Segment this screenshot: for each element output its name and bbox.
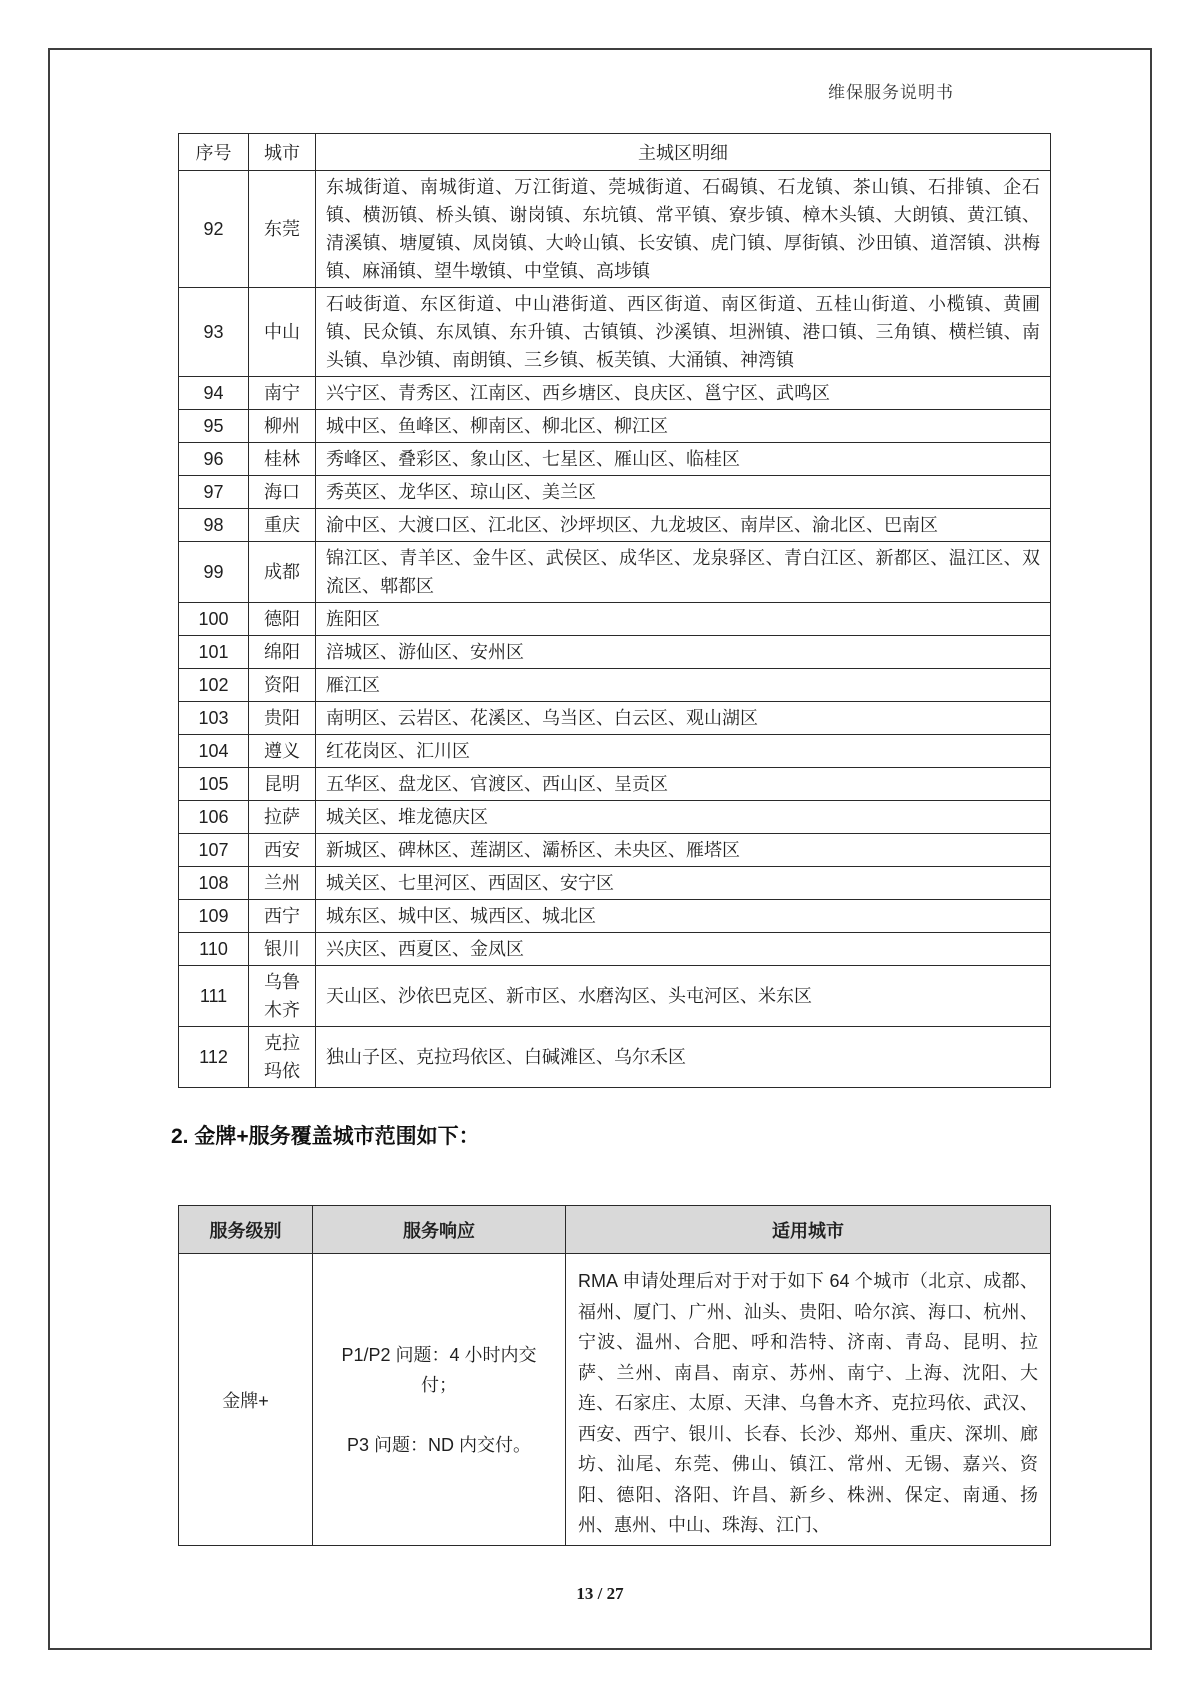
table-row (179, 966, 1051, 1027)
table-row (179, 636, 1051, 669)
row-serial-number: 110 (179, 933, 249, 966)
header-serial-number: 序号 (179, 134, 249, 171)
table-row (179, 867, 1051, 900)
row-district-detail: 石岐街道、东区街道、中山港街道、西区街道、南区街道、五桂山街道、小榄镇、黄圃镇、民众镇、东凤镇、东升镇、古镇镇、沙溪镇、坦洲镇、港口镇、三角镇、横栏镇、南头镇、阜沙镇、南朗镇、三乡镇、板芙镇、大涌镇、神湾镇 (316, 288, 1051, 377)
header-applicable-cities: 适用城市 (566, 1206, 1051, 1254)
row-city-name: 资阳 (249, 669, 316, 702)
header-city: 城市 (249, 134, 316, 171)
row-city-name: 兰州 (249, 867, 316, 900)
row-district-detail: 天山区、沙依巴克区、新市区、水磨沟区、头屯河区、米东区 (316, 966, 1051, 1027)
row-city-name: 重庆 (249, 509, 316, 542)
document-header-title: 维保服务说明书 (828, 83, 954, 102)
service-table-header-row (179, 1206, 1051, 1254)
row-city-name: 遵义 (249, 735, 316, 768)
row-serial-number: 94 (179, 377, 249, 410)
row-city-name: 克拉玛依 (249, 1027, 316, 1088)
row-serial-number: 105 (179, 768, 249, 801)
row-district-detail: 旌阳区 (316, 603, 1051, 636)
row-city-name: 东莞 (249, 171, 316, 288)
table-row (179, 603, 1051, 636)
row-district-detail: 兴庆区、西夏区、金凤区 (316, 933, 1051, 966)
row-city-name: 西安 (249, 834, 316, 867)
row-serial-number: 112 (179, 1027, 249, 1088)
row-city-name: 西宁 (249, 900, 316, 933)
row-district-detail: 五华区、盘龙区、官渡区、西山区、呈贡区 (316, 768, 1051, 801)
row-serial-number: 92 (179, 171, 249, 288)
row-city-name: 德阳 (249, 603, 316, 636)
table-row (179, 900, 1051, 933)
row-city-name: 拉萨 (249, 801, 316, 834)
row-district-detail: 红花岗区、汇川区 (316, 735, 1051, 768)
city-table-header-row (179, 134, 1051, 171)
table-row (179, 933, 1051, 966)
table-row (179, 801, 1051, 834)
row-serial-number: 102 (179, 669, 249, 702)
section-heading: 2. 金牌+服务覆盖城市范围如下： (171, 1125, 480, 1148)
table-row (179, 509, 1051, 542)
applicable-cities-cell: RMA 申请处理后对于对于如下 64 个城市（北京、成都、福州、厦门、广州、汕头、贵阳、哈尔滨、海口、杭州、宁波、温州、合肥、呼和浩特、济南、青岛、昆明、拉萨、兰州、南昌、南京、苏州、南宁、上海、沈阳、大连、石家庄、太原、天津、乌鲁木齐、克拉玛依、武汉、西安、西宁、银川、长春、长沙、郑州、重庆、深圳、廊坊、汕尾、东莞、佛山、镇江、常州、无锡、嘉兴、资阳、德阳、洛阳、许昌、新乡、株洲、保定、南通、扬州、惠州、中山、珠海、江门、 (566, 1254, 1051, 1546)
header-service-level: 服务级别 (179, 1206, 313, 1254)
row-city-name: 昆明 (249, 768, 316, 801)
row-district-detail: 东城街道、南城街道、万江街道、莞城街道、石碣镇、石龙镇、茶山镇、石排镇、企石镇、横沥镇、桥头镇、谢岗镇、东坑镇、常平镇、寮步镇、樟木头镇、大朗镇、黄江镇、清溪镇、塘厦镇、凤岗镇、大岭山镇、长安镇、虎门镇、厚街镇、沙田镇、道滘镇、洪梅镇、麻涌镇、望牛墩镇、中堂镇、高埗镇 (316, 171, 1051, 288)
table-row (179, 834, 1051, 867)
row-district-detail: 城关区、七里河区、西固区、安宁区 (316, 867, 1051, 900)
row-serial-number: 95 (179, 410, 249, 443)
row-city-name: 银川 (249, 933, 316, 966)
response-p3: P3 问题：ND 内交付。 (346, 1434, 532, 1455)
row-district-detail: 渝中区、大渡口区、江北区、沙坪坝区、九龙坡区、南岸区、渝北区、巴南区 (316, 509, 1051, 542)
service-response-cell (313, 1254, 566, 1546)
table-row (179, 288, 1051, 377)
row-district-detail: 独山子区、克拉玛依区、白碱滩区、乌尔禾区 (316, 1027, 1051, 1088)
row-city-name: 南宁 (249, 377, 316, 410)
table-row (179, 768, 1051, 801)
table-row (179, 1027, 1051, 1088)
table-row (179, 377, 1051, 410)
row-district-detail: 锦江区、青羊区、金牛区、武侯区、成华区、龙泉驿区、青白江区、新都区、温江区、双流区、郫都区 (316, 542, 1051, 603)
table-row (179, 669, 1051, 702)
row-serial-number: 109 (179, 900, 249, 933)
row-city-name: 成都 (249, 542, 316, 603)
row-city-name: 海口 (249, 476, 316, 509)
row-district-detail: 秀峰区、叠彩区、象山区、七星区、雁山区、临桂区 (316, 443, 1051, 476)
gold-plus-service-table (178, 1205, 1051, 1546)
row-serial-number: 97 (179, 476, 249, 509)
row-serial-number: 101 (179, 636, 249, 669)
row-serial-number: 106 (179, 801, 249, 834)
row-district-detail: 城东区、城中区、城西区、城北区 (316, 900, 1051, 933)
row-city-name: 柳州 (249, 410, 316, 443)
table-row (179, 735, 1051, 768)
row-serial-number: 107 (179, 834, 249, 867)
service-level-cell: 金牌+ (179, 1254, 313, 1546)
service-table-row (179, 1254, 1051, 1546)
row-district-detail: 雁江区 (316, 669, 1051, 702)
row-district-detail: 城关区、堆龙德庆区 (316, 801, 1051, 834)
row-serial-number: 103 (179, 702, 249, 735)
row-serial-number: 96 (179, 443, 249, 476)
row-city-name: 贵阳 (249, 702, 316, 735)
row-serial-number: 108 (179, 867, 249, 900)
row-serial-number: 93 (179, 288, 249, 377)
table-row (179, 171, 1051, 288)
row-district-detail: 秀英区、龙华区、琼山区、美兰区 (316, 476, 1051, 509)
row-district-detail: 涪城区、游仙区、安州区 (316, 636, 1051, 669)
header-district-detail: 主城区明细 (316, 134, 1051, 171)
row-serial-number: 98 (179, 509, 249, 542)
row-city-name: 中山 (249, 288, 316, 377)
table-row (179, 542, 1051, 603)
header-service-response: 服务响应 (313, 1206, 566, 1254)
row-serial-number: 99 (179, 542, 249, 603)
row-city-name: 绵阳 (249, 636, 316, 669)
row-district-detail: 兴宁区、青秀区、江南区、西乡塘区、良庆区、邕宁区、武鸣区 (316, 377, 1051, 410)
table-row (179, 443, 1051, 476)
table-row (179, 410, 1051, 443)
response-p1p2: P1/P2 问题：4 小时内交付； (341, 1344, 537, 1395)
row-serial-number: 104 (179, 735, 249, 768)
row-city-name: 乌鲁木齐 (249, 966, 316, 1027)
table-row (179, 702, 1051, 735)
row-district-detail: 城中区、鱼峰区、柳南区、柳北区、柳江区 (316, 410, 1051, 443)
row-district-detail: 南明区、云岩区、花溪区、乌当区、白云区、观山湖区 (316, 702, 1051, 735)
row-serial-number: 100 (179, 603, 249, 636)
table-row (179, 476, 1051, 509)
city-table-body (179, 171, 1051, 1088)
row-serial-number: 111 (179, 966, 249, 1027)
city-coverage-table (178, 133, 1051, 1088)
row-city-name: 桂林 (249, 443, 316, 476)
row-district-detail: 新城区、碑林区、莲湖区、灞桥区、未央区、雁塔区 (316, 834, 1051, 867)
page-number: 13 / 27 (576, 1584, 624, 1603)
